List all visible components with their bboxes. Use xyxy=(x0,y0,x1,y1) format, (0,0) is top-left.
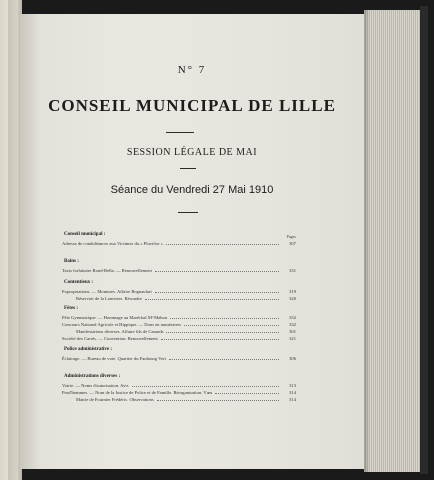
seance-rule xyxy=(178,212,198,213)
toc-entry-text: Expropriations. — Montures. Affaire Bognaulart xyxy=(62,289,152,294)
toc-entry-text: Taxis forfaitaire Rond-Bella. — Renouvellement xyxy=(62,268,152,273)
page-stack-shadow xyxy=(364,10,370,472)
toc-leader-dots xyxy=(155,268,279,272)
toc-entry xyxy=(76,329,296,335)
toc-entry xyxy=(62,322,296,328)
toc-entry-text: Prud'hommes. — Nom de la Justice de Police et de Famille. Réorganisation. Vœu xyxy=(62,390,213,395)
toc-entry xyxy=(76,397,296,403)
toc-entry-page: 301 xyxy=(289,329,296,334)
toc-leader-dots xyxy=(132,383,280,387)
toc-entry-text: Réservoir de la Lonteries. Résoudre xyxy=(76,296,142,301)
toc-leader-dots xyxy=(169,356,279,360)
toc-section-heading: Administrations diverses : xyxy=(64,374,121,379)
seance-date: Séance du Vendredi 27 Mai 1910 xyxy=(110,184,274,196)
toc-section-heading: Police administrative : xyxy=(64,347,113,352)
toc-leader-dots xyxy=(166,329,279,333)
toc-leader-dots xyxy=(145,296,279,300)
toc-leader-dots xyxy=(157,397,279,401)
session-name: SESSION LÉGALE DE MAI xyxy=(126,147,258,158)
toc-entry-page: 320 xyxy=(289,296,296,301)
toc-entry-text: Concours National Agricole et Hippique. — Dons en numéraires xyxy=(62,322,182,327)
toc-leader-dots xyxy=(184,322,279,326)
toc-entry xyxy=(62,289,296,295)
toc-entry xyxy=(62,336,296,342)
document-title: CONSEIL MUNICIPAL DE LILLE xyxy=(48,96,336,115)
toc-section-heading: Conseil municipal : xyxy=(64,232,106,237)
toc-entry-page: 314 xyxy=(289,397,296,402)
toc-leader-dots xyxy=(161,336,279,340)
toc-entry xyxy=(62,241,296,247)
toc-entry-text: Société des Carrés. — Convention. Renouvellement xyxy=(62,336,158,341)
page-stack xyxy=(364,10,422,472)
toc-entry-page: 306 xyxy=(289,356,296,361)
toc-entry-page: 321 xyxy=(289,336,296,341)
toc-entry-page: 307 xyxy=(289,241,296,246)
toc-entry xyxy=(62,268,296,274)
toc-leader-dots xyxy=(215,390,279,394)
toc-leader-dots xyxy=(155,289,279,293)
toc-section-heading: Bains : xyxy=(64,259,79,264)
toc-entry-text: Mairie de Fournier Frédéric. Observations xyxy=(76,397,154,402)
title-rule xyxy=(166,132,194,133)
toc-entry-text: Manifestations diverses. Affaire fils de Canards xyxy=(76,329,164,334)
toc-entry-page: 319 xyxy=(289,289,296,294)
toc-entry xyxy=(62,390,296,396)
document-number: N° 7 xyxy=(177,64,207,76)
book-cover-edge xyxy=(420,6,428,474)
toc-entry-text: Éclairage. — Bureau de voie. Quartier du Faubourg Vert xyxy=(62,356,166,361)
toc-entry xyxy=(62,383,296,389)
toc-entry-text: Voirie. — Noms d'autorisation. Avis xyxy=(62,383,129,388)
toc-entry-page: 332 xyxy=(289,315,296,320)
toc-section-heading: Fêtes : xyxy=(64,306,79,311)
toc-entry xyxy=(62,315,296,321)
facing-page-edge xyxy=(8,0,18,480)
toc-section-heading: Contentieux : xyxy=(64,280,94,285)
toc-entry-page: 332 xyxy=(289,322,296,327)
toc-leader-dots xyxy=(166,241,279,245)
session-rule xyxy=(180,168,196,169)
pages-column-header: Pages xyxy=(286,234,296,239)
toc-entry-page: 314 xyxy=(289,390,296,395)
toc-entry-text: Fête Gymnastique. — Hommage au Maréchal M^Mahon xyxy=(62,315,168,320)
toc-entry-text: Adresse de condoléances aux Victimes du « Pluviôse » xyxy=(62,241,163,246)
toc-entry xyxy=(76,296,296,302)
toc-entry-page: 331 xyxy=(289,268,296,273)
toc-entry-page: 313 xyxy=(289,383,296,388)
toc-entry xyxy=(62,356,296,362)
toc-leader-dots xyxy=(170,315,279,319)
